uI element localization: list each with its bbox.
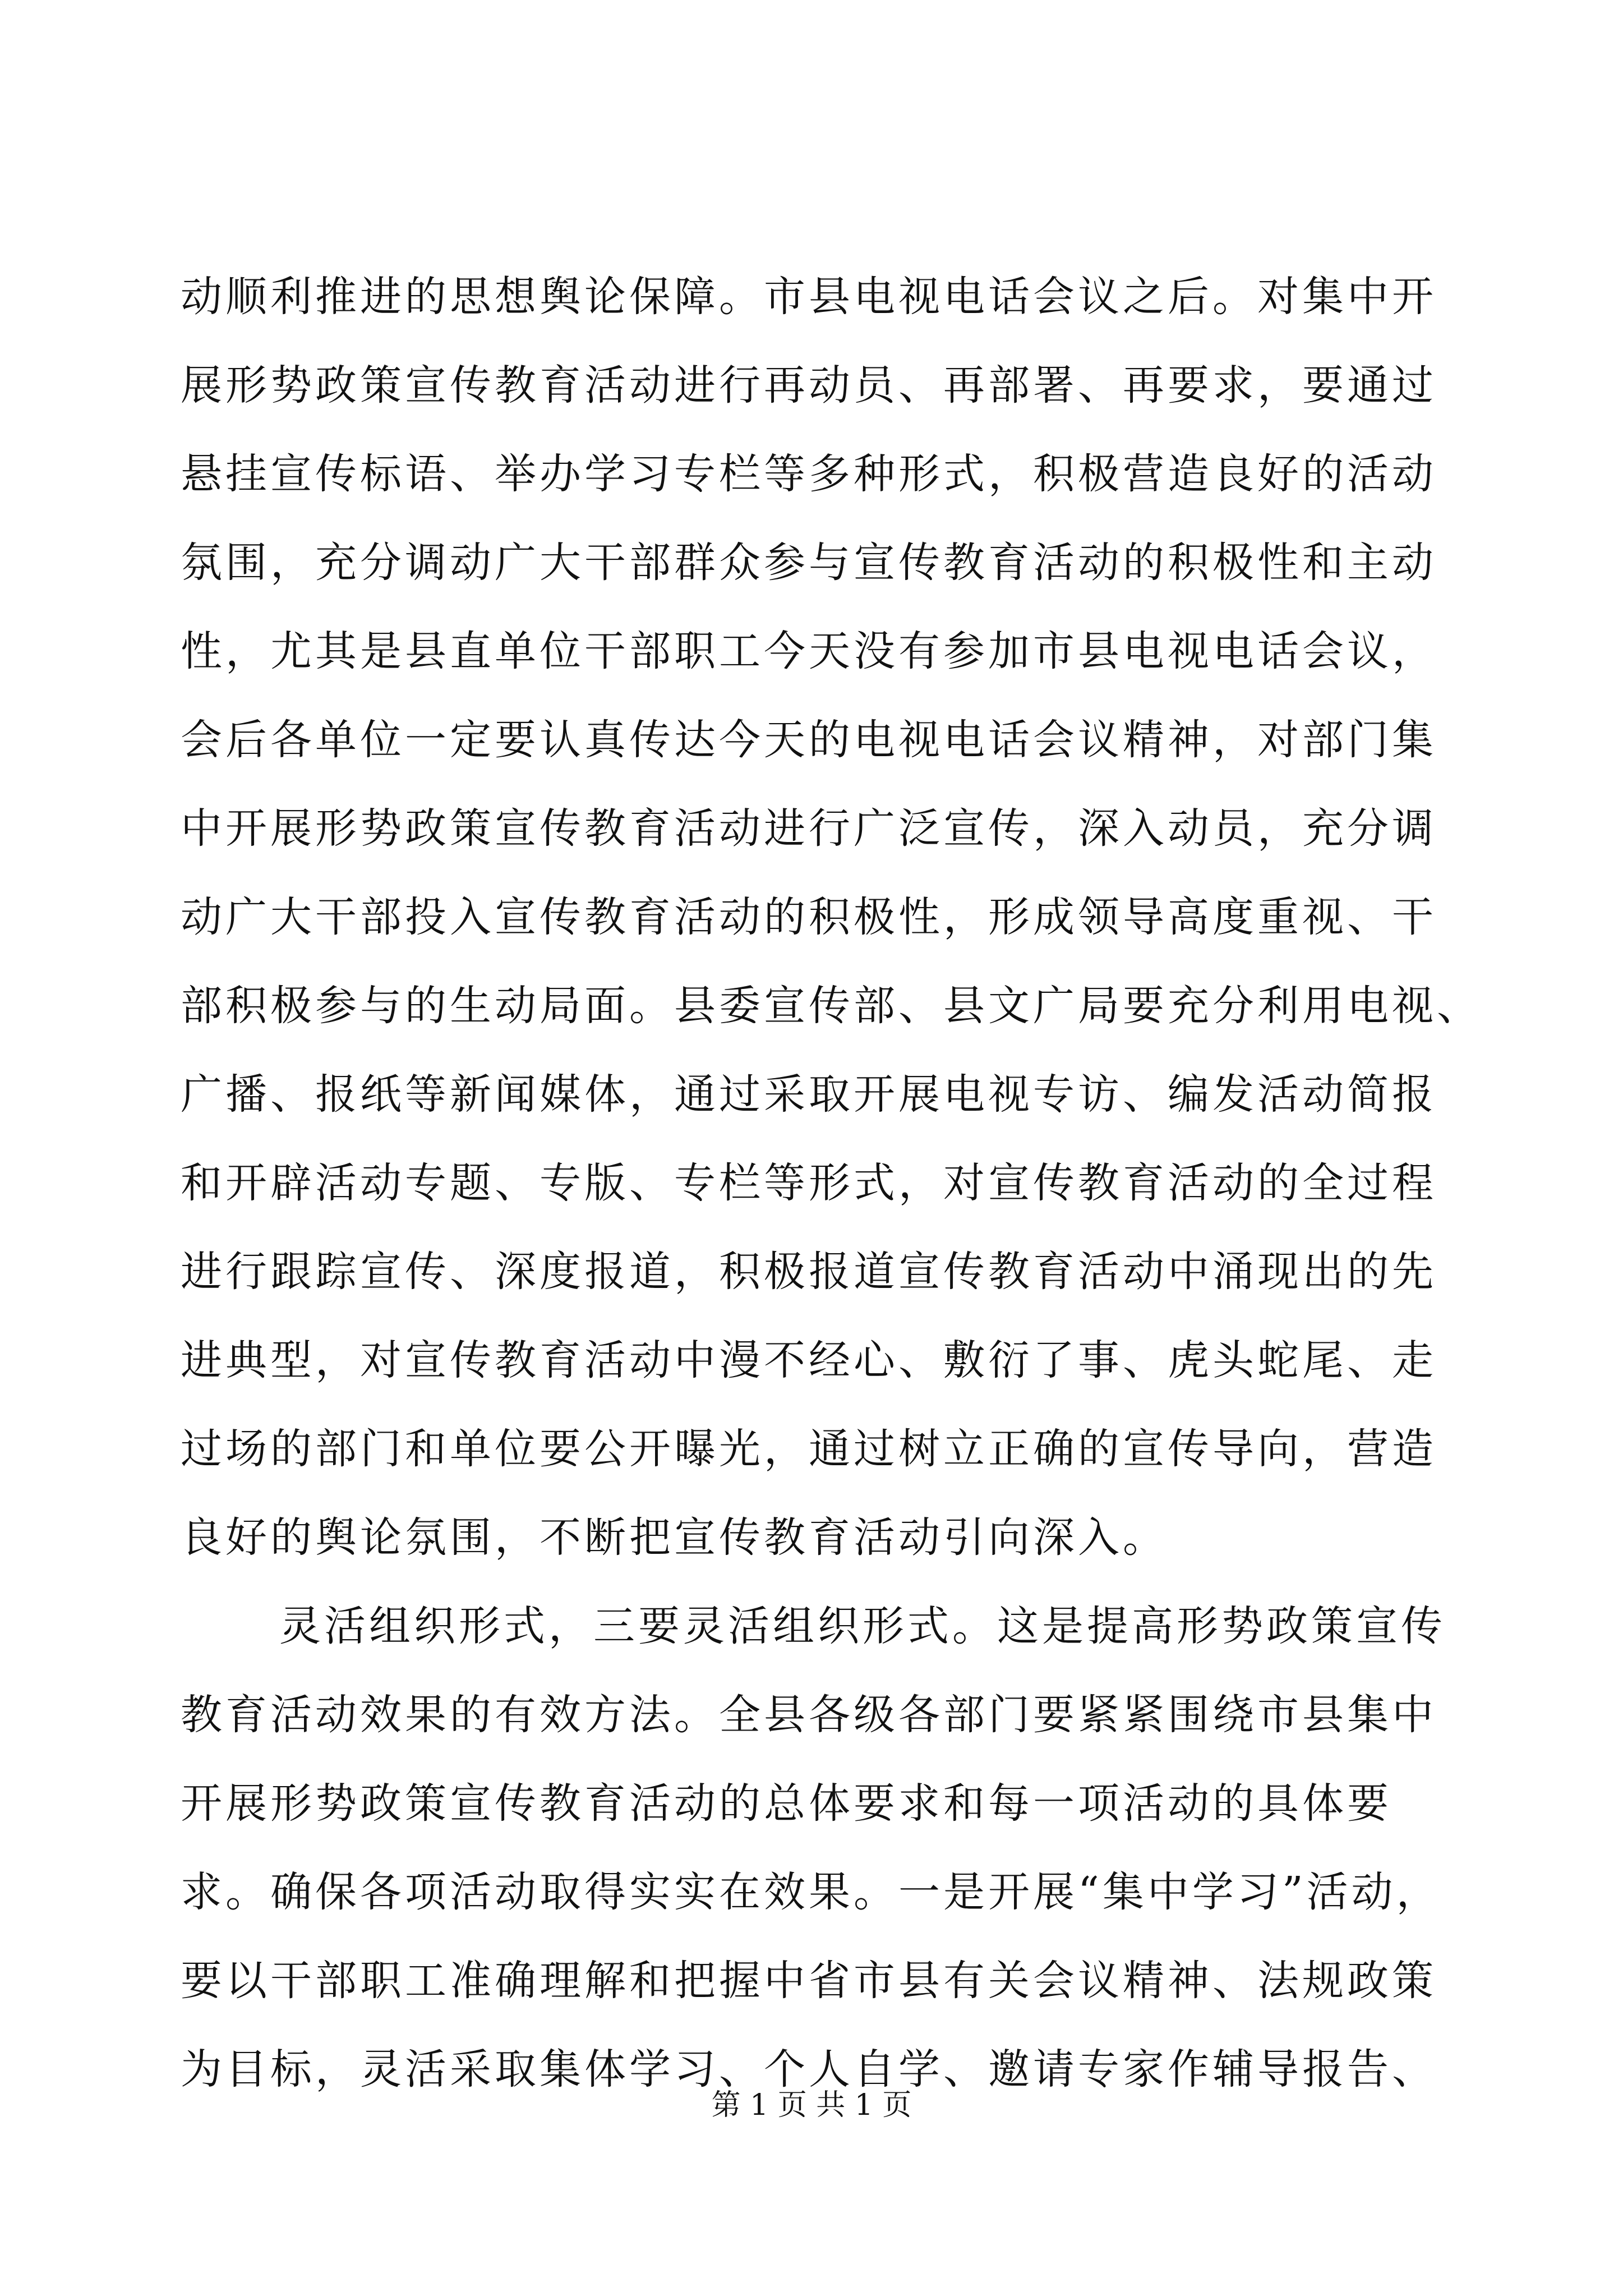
text-line: 为目标，灵活采取集体学习、个人自学、邀请专家作辅导报告、 <box>181 2045 1437 2093</box>
text-line: 动顺利推进的思想舆论保障。市县电视电话会议之后。对集中开 <box>181 273 1437 321</box>
text-line: 进典型，对宣传教育活动中漫不经心、敷衍了事、虎头蛇尾、走 <box>181 1336 1437 1384</box>
text-line: 会后各单位一定要认真传达今天的电视电话会议精神，对部门集 <box>181 716 1437 764</box>
text-line: 开展形势政策宣传教育活动的总体要求和每一项活动的具体要 <box>181 1779 1392 1828</box>
text-line: 要以干部职工准确理解和把握中省市县有关会议精神、法规政策 <box>181 1957 1437 2005</box>
text-line: 和开辟活动专题、专版、专栏等形式，对宣传教育活动的全过程 <box>181 1159 1437 1207</box>
text-line: 进行跟踪宣传、深度报道，积极报道宣传教育活动中涌现出的先 <box>181 1248 1437 1296</box>
text-line: 悬挂宣传标语、举办学习专栏等多种形式，积极营造良好的活动 <box>181 450 1437 498</box>
text-line: 中开展形势政策宣传教育活动进行广泛宣传，深入动员，充分调 <box>181 804 1437 853</box>
text-line: 教育活动效果的有效方法。全县各级各部门要紧紧围绕市县集中 <box>181 1691 1437 1739</box>
text-line: 广播、报纸等新闻媒体，通过采取开展电视专访、编发活动简报 <box>181 1070 1437 1119</box>
page-footer: 第 1 页 共 1 页 <box>711 2088 912 2122</box>
text-line: 求。确保各项活动取得实实在效果。一是开展“集中学习”活动， <box>181 1868 1441 1916</box>
paragraph-first-line: 灵活组织形式，三要灵活组织形式。这是提高形势政策宣传 <box>279 1602 1446 1650</box>
text-line: 动广大干部投入宣传教育活动的积极性，形成领导高度重视、干 <box>181 893 1437 941</box>
text-line: 过场的部门和单位要公开曝光，通过树立正确的宣传导向，营造 <box>181 1425 1437 1473</box>
text-line: 部积极参与的生动局面。县委宣传部、县文广局要充分利用电视、 <box>181 982 1482 1030</box>
text-line: 性，尤其是县直单位干部职工今天没有参加市县电视电话会议， <box>181 627 1437 675</box>
text-line: 氛围，充分调动广大干部群众参与宣传教育活动的积极性和主动 <box>181 539 1437 587</box>
document-body <box>181 252 1482 2114</box>
text-line: 良好的舆论氛围，不断把宣传教育活动引向深入。 <box>181 1513 1168 1562</box>
text-line: 展形势政策宣传教育活动进行再动员、再部署、再要求，要通过 <box>181 361 1437 409</box>
